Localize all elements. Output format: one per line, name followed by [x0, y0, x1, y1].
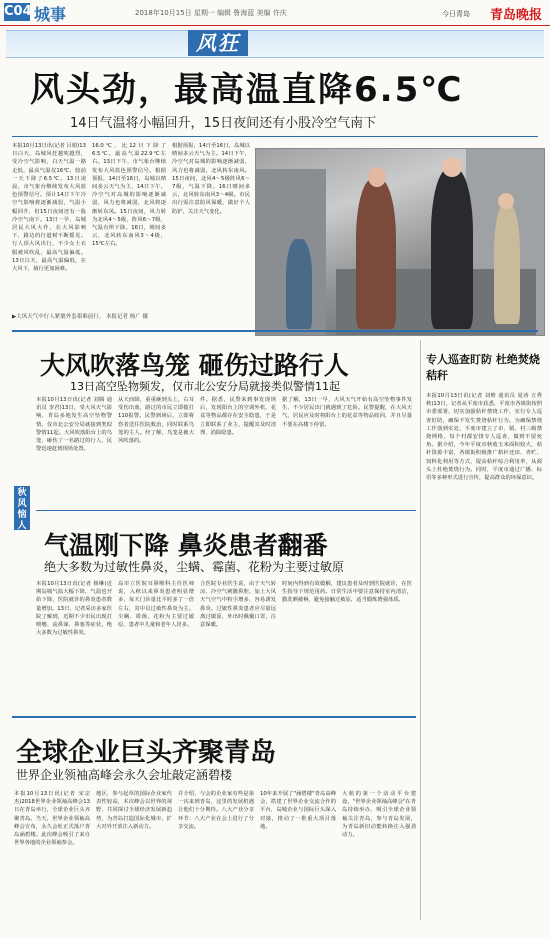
section-banner	[6, 30, 544, 58]
page-number: C04	[4, 4, 32, 19]
subhead-3: 绝大多数为过敏性鼻炎，尘螨、霉菌、花粉为主要过敏原	[44, 560, 345, 574]
column-divider	[420, 340, 421, 920]
story2-col4: 据了解，13日一早，大风天气开始有高空坠物事件发生，不少居民出门就遇到了危险。民警提醒，在大风天气，居民应及时将阳台上的花盆等物品收回，并且尽量不要在高楼下停留。	[282, 397, 412, 428]
divider	[36, 510, 416, 511]
issue-meta: 2018年10月15日 星期一 编辑 鲁海蓝 美编 许庆	[135, 9, 287, 17]
divider	[12, 716, 416, 718]
story3-col1: 本报10月13日讯(记者 杨琳)近期岛城气温大幅下降，气温也开始下降，医院就诊的鼻炎患者数量增加。13日，记者采访多家医院了解到，近期不少市民出现打喷嚏、流鼻涕、鼻塞等症状，绝大多数为过敏性鼻炎。	[36, 581, 112, 637]
story3-col3: 合医院专业医生说，由于天气转凉，冷空气刺激鼻腔，加上大风天气空气中粉尘增多，容易诱发鼻炎。过敏性鼻炎患者应尽量远离过敏原，外出时佩戴口罩，注意保暖。	[200, 581, 276, 629]
section-side-label: 秋风恼人	[14, 486, 30, 530]
side-story-title[interactable]: 专人巡查盯防 杜绝焚烧秸秆	[426, 353, 540, 382]
banner-title: 风狂	[188, 30, 248, 56]
story3-col4: 时间内得到有效缓解，建议患者及时到医院就诊，在医生指导下规范用药。日常生活中要注意保持室内清洁，勤洗晒被褥，避免接触过敏原，适当锻炼增强体质。	[282, 581, 412, 604]
headline-2[interactable]: 大风吹落鸟笼 砸伤过路行人	[40, 351, 349, 380]
story1-col1: 本报10月13日讯(记者 吕娟)13日白天，岛城风狂越吹越烈，受冷空气影响，白天气温一路走低，最高气温仅16℃，较前一天下降了6.5℃。13日凌晨，市气象台继续发布大风蓝色预警信号。预计14日下午冷空气影响将逐渐减弱，气温小幅回升，但15日夜间还有一股冷空气南下。13日一早，岛城居民大风大作，在大风影响下，路边的行道树不断摇晃。行人顶大风出行，不少女士衣服被风吹乱，最高气温偏低。13日白天，最高气温偏低，在大风下，骑行更加困难。	[12, 143, 86, 273]
news-photo[interactable]	[255, 148, 545, 336]
story4-col3: 并介绍，与会的企业家有些是第一次来到青岛，这里的发展机遇让他们十分期待。八大产业分享环节：八大产业在会上进行了分享交流。	[178, 791, 254, 830]
headline-4[interactable]: 全球企业巨头齐聚青岛	[16, 738, 277, 768]
photo-caption: ▶大风天气中行人紧裹外套艰难前行。 本报记者 杨广 摄	[12, 314, 148, 320]
divider	[12, 330, 538, 332]
subhead-4: 世界企业领袖高峰会永久会址敲定涵碧楼	[16, 768, 233, 782]
newspaper-logo: 青岛晚报	[489, 8, 542, 23]
story2-col3: 件。据悉，民警来到事发现场后，发现阳台上的空调外机、花盆等物品都存在安全隐患，于是立即联系了业主，提醒其及时清理，消除隐患。	[200, 397, 276, 436]
story4-col2: 地区，参与起草的国际企业家代表性较高，本次峰会以世界的视野，共同探讨全球经济发展新趋势，为青岛打造国际化城市、扩大对外开放注入新动力。	[96, 791, 172, 830]
page-header	[0, 0, 550, 26]
story4-col1: 本报10月13日讯(记者 宋宗杰)2018世界企业领袖高峰会13日在青岛举行，全球企业巨头齐聚青岛。当天，世界企业领袖高峰会宣布，永久会址正式落户青岛涵碧楼。此次峰会吸引了来自世界各地的企业领袖参会。	[14, 791, 90, 847]
headline-1[interactable]: 风头劲，最高温直降6.5℃	[30, 70, 464, 110]
side-story-body: 本报10月13日讯(记者 刘维 通讯员 夏涛 万秀秋)13日，记者从平度市获悉，平度市各镇街按照市委部署，切实加强秸秆禁烧工作，实行专人巡查盯防，确保不发生焚烧秸秆行为。为确保禁烧工作落到实处，平度市建立了市、镇、村三级禁烧网格，每个村都安排专人巡查，做到不留死角。据介绍，今年平度市秋收玉米面积较大，秸秆资源丰富，各镇街积极推广秸秆还田、青贮、饲料化利用等方式，提高秸秆综合利用率，从源头上杜绝焚烧行为。同时，平度市通过广播、标语等多种形式进行宣传，提高群众的环保意识。	[426, 393, 542, 482]
headline-3[interactable]: 气温刚下降 鼻炎患者翻番	[44, 531, 328, 560]
story2-col2: 从天而降，重重砸到头上，右耳受伤出血，路过的市民立即拨打110报警。民警到场后，立即将伤者送往医院救治，同时联系鸟笼的主人。经了解，鸟笼是被大风吹落的。	[118, 397, 194, 445]
story3-col2: 岛市立医院耳鼻喉科主任医师说，入秋以来鼻炎患者明显增多，每天门诊量比平时多了一倍左右，其中以过敏性鼻炎为主。尘螨、霉菌、花粉为主要过敏原，患者中儿童和老年人居多。	[118, 581, 194, 629]
story1-col2: 16.0℃，比12日下降了6.5℃。最高气温22.9℃左右。13日下午，市气象台继续发布大风蓝色预警信号。根据预报，14日至16日，岛城以晴间多云天气为主，14日下午，冷空气对岛城的影响逐渐减弱，风力也将减弱，北风将逐渐转东风。15日夜间，风力转为北风4～5级，阵风6～7级，气温有所下降。16日，晴间多云，北风转东南风3～4级，15℃左右。	[92, 143, 166, 248]
subhead-2: 13日高空坠物频发，仅市北公安分局就接类似警情11起	[70, 380, 340, 393]
section-name: 城事	[34, 5, 67, 24]
story1-col3: 根据预报，14日至16日，岛城以晴间多云天气为主。14日下午，冷空气对岛城的影响逐渐减弱，风力也将减弱，北风转东南风。15日夜间，北风4～5级阵风6～7级，气温下降。16日晴间多云，北风转东南风3～4级。市民出行需注意防风保暖，做好个人防护，关注天气变化。	[172, 143, 250, 215]
story4-col5: 大航的第一个活动平台建设，"世界企业领袖高峰会"在青岛持续举办，吸引全球企业领袖关注青岛，参与青岛发展，为青岛新旧动能转换注入强劲动力。	[342, 791, 416, 839]
divider	[12, 136, 538, 137]
story2-col1: 本报10月13日讯(记者 刘腾 通讯员 李君)13日，受大风天气影响，青岛多地发生高空坠物警情，仅市北公安分局就接到类似警情11起。大风吹落阳台上的鸟笼，砸伤了一名路过的行人，民警迅速赶到现场处置。	[36, 397, 112, 453]
story4-col4: 10年来开展了"涵碧楼"青岛高峰会，搭建了世界企业交流合作的平台，岛城企业与国际巨头深入对接，推动了一批重大项目落地。	[260, 791, 336, 830]
brand-sub: 今日青岛	[442, 10, 470, 18]
subhead-1: 14日气温将小幅回升，15日夜间还有小股冷空气南下	[70, 116, 377, 131]
